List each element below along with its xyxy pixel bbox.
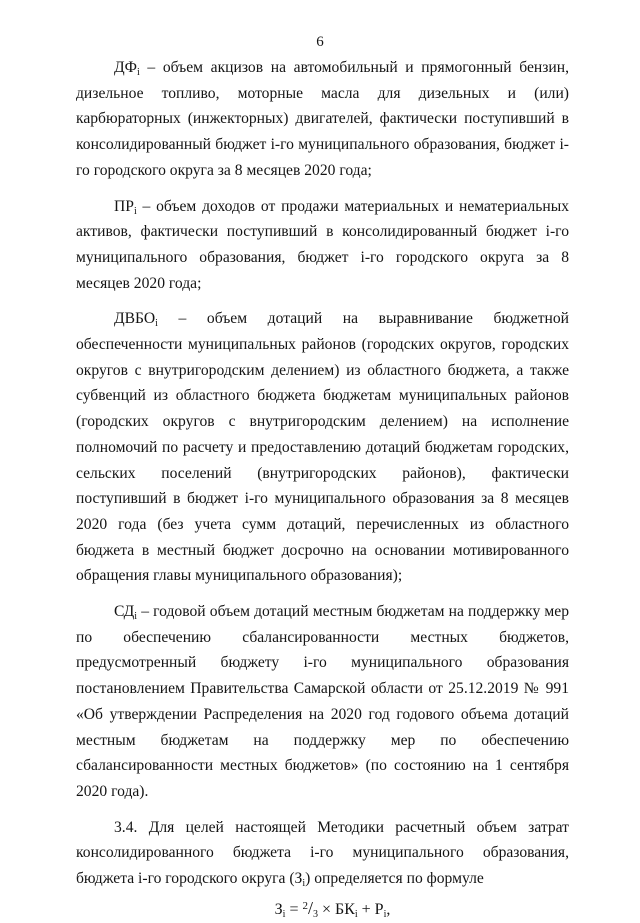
symbol-dvbo-subscript: i: [155, 318, 158, 330]
document-body: [76, 55, 569, 923]
section-3-4: [76, 815, 569, 892]
section-3-4-text: 3.4. Для целей настоящей Методики расчетный объем затрат консолидированного бюджета i-го муниципального образования, бюджета i-го городского округа (: [76, 818, 569, 888]
formula-times-bk: × БК: [317, 900, 355, 918]
symbol-df-subscript: i: [136, 67, 140, 78]
definition-pr: [76, 194, 569, 297]
formula-equals: =: [285, 900, 303, 918]
definition-dvbo: [76, 306, 569, 589]
symbol-dvbo: ДВБО: [114, 310, 156, 328]
formula-fraction-slash: /: [307, 897, 313, 918]
formula-fraction-denominator: 3: [312, 908, 318, 920]
formula: [96, 896, 569, 923]
definition-df-text: – объем акцизов на автомобильный и прямогонный бензин, дизельное топливо, моторные масла для дизельных и (или) карбюраторных (инжекторных) двигателей, фактически поступивший в консолидированный бюджет i-го муниципального образования, бюджет i-го городского округа за 8 месяцев 2020 года;: [76, 59, 569, 179]
formula-bk-subscript: i: [354, 908, 358, 920]
formula-p-subscript: i: [383, 908, 387, 920]
definition-pr-text: – объем доходов от продажи материальных и нематериальных активов, фактически поступивший в консолидированный бюджет i-го муниципального образования, бюджет i-го городского округа за 8 месяцев 2020 года;: [76, 197, 569, 292]
symbol-pr: ПР: [114, 197, 134, 215]
section-3-4-text-end: ) определяется по формуле: [305, 870, 484, 888]
symbol-sd: СД: [114, 603, 135, 621]
symbol-z: З: [294, 870, 303, 888]
formula-lhs: З: [274, 900, 283, 918]
definition-sd-text: – годовой объем дотаций местным бюджетам на поддержку мер по обеспечению сбалансированности местных бюджетов, предусмотренный бюджету i-го муниципального образования постановлением Правительства Самарской области от 25.12.2019 № 991 «Об утверждении Распределения на 2020 год годового объема дотаций местным бюджетам на поддержку мер по обеспечению сбалансированности местных бюджетов» (по состоянию на 1 сентября 2020 года).: [76, 603, 569, 800]
formula-plus-p: + Р: [357, 900, 384, 918]
definition-sd: [76, 599, 569, 805]
formula-fraction-numerator: 2: [302, 899, 308, 912]
formula-end: ,: [386, 900, 391, 918]
page-number: 6: [316, 34, 324, 50]
symbol-z-subscript: i: [302, 878, 306, 890]
formula-lhs-subscript: i: [282, 908, 286, 920]
definition-df: [76, 55, 569, 184]
symbol-pr-subscript: i: [133, 205, 137, 217]
definition-dvbo-text: – объем дотаций на выравнивание бюджетной обеспеченности муниципальных районов (городских округов, городских округов с внутригородским делением) из областного бюджета, а также субвенций из областного бюджета бюджетам муниципальных районов (городских округов с внутригородским делением) на исполнение полномочий по расчету и предоставлению дотаций бюджетам городских, сельских поселений (внутригородских районов), фактически поступивший в бюджет i-го муниципального образования за 8 месяцев 2020 года (без учета сумм дотаций, перечисленных из областного бюджета в местный бюджет досрочно на основании мотивированного обращения главы муниципального образования);: [76, 310, 569, 585]
symbol-sd-subscript: i: [134, 611, 138, 623]
symbol-df: ДФ: [114, 59, 137, 76]
